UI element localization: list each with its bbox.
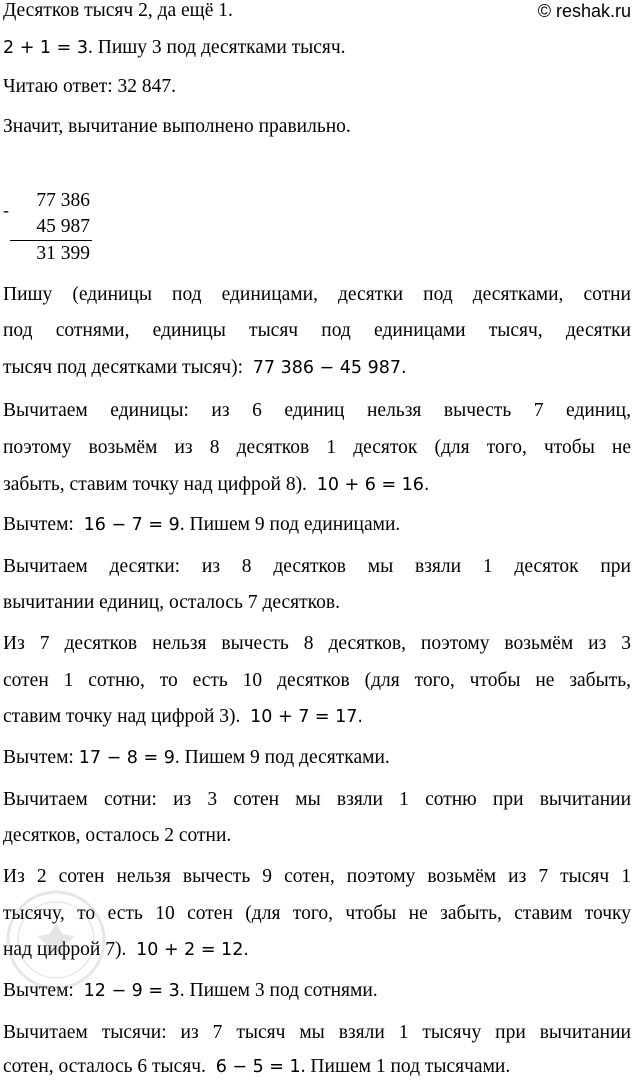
p2-line-a: Вычитаем единицы: из 6 единиц нельзя вычесть 7 единиц, [3,400,631,421]
site-copyright[interactable]: © reshak.ru [537,1,631,21]
p7-line-b: десятков, осталось 2 сотни. [3,825,232,846]
p1-line-c [3,357,407,379]
p5-math: 10 + 7 = 17. [250,707,363,727]
p7-line-a: Вычитаем сотни: из 3 сотен мы взяли 1 сотню при вычитании [3,789,631,810]
p1-text: тысяч под десятками тысяч): [3,357,244,378]
p2-line-b: поэтому возьмём из 8 десятков 1 десяток (для того, чтобы не [3,437,631,458]
line-text: . Пишу 3 под десятками тысяч. [87,37,346,58]
p3-text: Вычтем: [3,514,74,535]
p5-text: ставим точку над цифрой 3). [3,706,241,727]
minus-sign: - [3,200,9,220]
p5-line-c [3,706,363,728]
p8-line-b: тысячу, то есть 10 сотен (для того, чтобы не забыть, ставим точку [3,903,631,924]
p10-line-a: Вычитаем тысячи: из 7 тысяч мы взяли 1 тысячу при вычитании [3,1022,631,1043]
p4-line-a: Вычитаем десятки: из 8 десятков мы взяли 1 десяток при [3,556,631,577]
p8-line-c [3,939,249,961]
p3-line [3,514,400,536]
p3-math: 16 − 7 = 9 [83,515,180,535]
p8-text: над цифрой 7). [3,939,127,960]
p1-line-a: Пишу (единицы под единицами, десятки под десятками, сотни [3,284,631,305]
subtrahend: 45 987 [36,216,90,237]
column-rule [10,240,92,241]
p8-line-a: Из 2 сотен нельзя вычесть 9 сотен, поэтому возьмём из 7 тысяч 1 [3,866,631,887]
p1-math: 77 386 − 45 987. [252,358,407,378]
p9-math: 12 − 9 = 3 [83,981,180,1001]
p9-rest: . Пишем 3 под сотнями. [179,980,378,1001]
p9-text: Вычтем: [3,980,74,1001]
p3-rest: . Пишем 9 под единицами. [179,514,401,535]
p5-line-a: Из 7 десятков нельзя вычесть 8 десятков, поэтому возьмём из 3 [3,633,631,654]
p5-line-b: сотен 1 сотню, то есть 10 десятков (для того, чтобы не забыть, [3,670,631,691]
p9-line [3,980,378,1002]
p6-math: 17 − 8 = 9 [78,748,175,768]
line-tens-thousands: Десятков тысяч 2, да ещё 1. [3,0,233,21]
p6-line [3,747,390,769]
p10-line-b [3,1056,510,1078]
p2-math: 10 + 6 = 16. [316,475,430,495]
p10-rest: . Пишем 1 под тысячами. [300,1056,511,1077]
p6-rest: . Пишем 9 под десятками. [174,747,390,768]
p8-math: 10 + 2 = 12. [136,940,249,960]
p1-line-b: под сотнями, единицы тысяч под единицами тысяч, десятки [3,320,631,341]
p6-text: Вычтем: [3,747,74,768]
line-sum [3,37,346,59]
math-expression: 2 + 1 = 3 [3,38,88,58]
p2-text: забыть, ставим точку над цифрой 8). [3,474,307,495]
minuend: 77 386 [36,190,90,211]
difference: 31 399 [36,243,90,264]
p2-line-c [3,474,430,496]
p10-math: 6 − 5 = 1 [215,1057,301,1077]
p10-text: сотен, осталось 6 тысяч. [3,1056,206,1077]
line-answer: Читаю ответ: 32 847. [3,76,177,97]
p4-line-b: вычитании единиц, осталось 7 десятков. [3,592,340,613]
line-conclusion: Значит, вычитание выполнено правильно. [3,116,351,137]
